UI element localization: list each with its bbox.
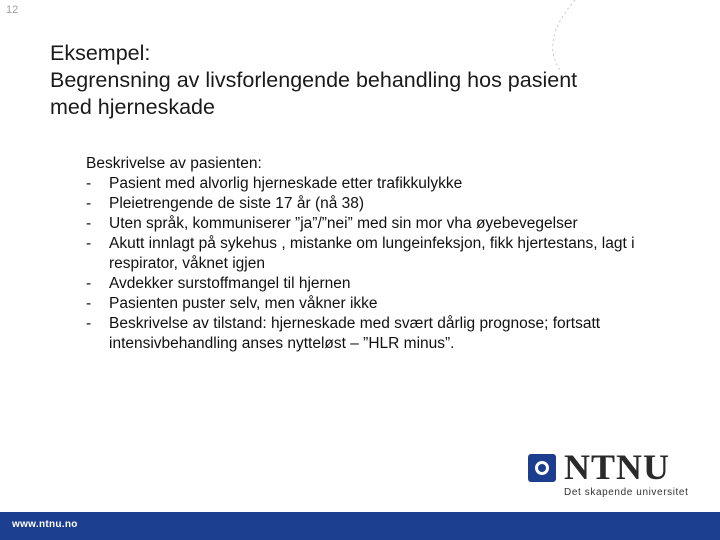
slide-title: [50, 40, 690, 121]
bullet-dash: -: [86, 235, 92, 252]
list-item: [86, 194, 666, 214]
list-item-text: Avdekker surstoffmangel til hjernen: [109, 275, 351, 292]
list-item-text: Akutt innlagt på sykehus , mistanke om lungeinfeksjon, fikk hjertestans, lagt i respirator, våknet igjen: [109, 235, 635, 272]
logo-tagline: Det skapende universitet: [564, 487, 689, 498]
logo-wordmark: NTNU: [564, 447, 671, 487]
list-item-text: Pasient med alvorlig hjerneskade etter trafikkulykke: [109, 175, 463, 192]
footer-url-link[interactable]: www.ntnu.no: [12, 519, 78, 530]
title-line-3: med hjerneskade: [50, 95, 215, 119]
bullet-dash: -: [86, 215, 92, 232]
bullet-dash: -: [86, 275, 92, 292]
ntnu-logo: [528, 447, 703, 502]
title-line-2: Begrensning av livsforlengende behandling hos pasient: [50, 68, 578, 92]
list-item: [86, 314, 666, 354]
list-item-text: Uten språk, kommuniserer ”ja”/”nei” med sin mor vha øyebevegelser: [109, 215, 578, 232]
list-item: [86, 274, 666, 294]
title-line-1: Eksempel:: [50, 41, 151, 65]
list-item: [86, 174, 666, 194]
bullet-dash: -: [86, 295, 92, 312]
footer-bar: [0, 512, 720, 540]
bullet-dash: -: [86, 175, 92, 192]
patient-description: [86, 154, 666, 354]
list-item: [86, 234, 666, 274]
patient-bullet-list: [86, 174, 666, 354]
description-heading: Beskrivelse av pasienten:: [86, 155, 262, 172]
bullet-dash: -: [86, 315, 92, 332]
list-item-text: Beskrivelse av tilstand: hjerneskade med svært dårlig prognose; fortsatt intensivbehandling anses nytteløst – ”HLR minus”.: [109, 315, 601, 352]
list-item-text: Pasienten puster selv, men våkner ikke: [109, 295, 378, 312]
bullet-dash: -: [86, 195, 92, 212]
list-item: [86, 294, 666, 314]
slide-number: 12: [6, 4, 19, 16]
ntnu-emblem-icon: [528, 454, 556, 482]
list-item: [86, 214, 666, 234]
list-item-text: Pleietrengende de siste 17 år (nå 38): [109, 195, 365, 212]
